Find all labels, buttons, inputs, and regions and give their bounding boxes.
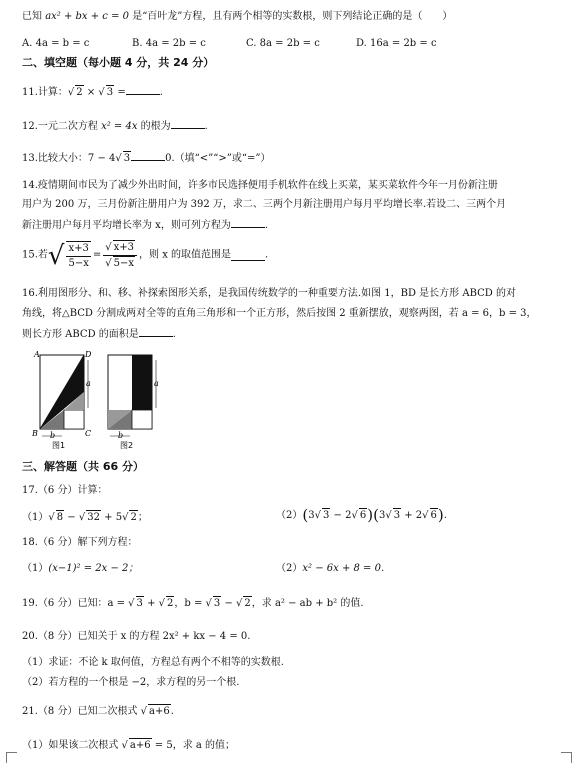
q20-part-2: （2）若方程的一个根是 −2，求方程的另一个根. (22, 677, 240, 688)
section2-title: 二、填空题（每小题 4 分，共 24 分） (22, 56, 215, 69)
q14-line-3: 新注册用户每月平均增长率为 x，则可列方程为 . (22, 217, 268, 232)
corner-mark-left (6, 752, 17, 763)
q10-option-a: A. 4a = b = c (22, 38, 90, 49)
q11: 11.计算：√ 2 × √ 3 = . (22, 84, 163, 99)
q11-answer-blank (126, 84, 160, 95)
q20-title: 20.（8 分）已知关于 x 的方程 2x² + kx − 4 = 0. (22, 631, 251, 642)
q14-line-2: 用户为 200 万，三月份新注册用户为 392 万，求二、三两个月新注册用户每月平均增长率.若设二、三两个月 (22, 199, 507, 210)
q13-answer-blank (131, 150, 165, 161)
q10-stem: 已知 ax² + bx + c = 0 是“百叶龙”方程，且有两个相等的实数根，则下列结论正确的是（ ） (22, 11, 453, 22)
q10-option-d: D. 16a = 2b = c (356, 38, 437, 49)
q14-line-1: 14.疫情期间市民为了减少外出时间，许多市民选择便用手机软件在线上买菜，某买菜软件今年一月份新注册 (22, 180, 498, 191)
fig1-label-c-vertex: C (85, 429, 92, 438)
q19: 19.（6 分）已知：a = √ 3 + √ 2，b = √ 3 − √ 2，求 a² − ab + b² 的值. (22, 596, 364, 610)
q21-title: 21.（8 分）已知二次根式 √ a+6. (22, 704, 174, 718)
q18-title: 18.（6 分）解下列方程： (22, 537, 138, 548)
q16-line-3: 则长方形 ABCD 的面积是 . (22, 326, 176, 341)
q20-part-1: （1）求证：不论 k 取何值，方程总有两个不相等的实数根. (22, 657, 284, 668)
q17-part-2: （2）(3√ 3 − 2√ 6)(3√ 3 + 2√ 6). (276, 508, 447, 522)
q16-answer-blank (139, 326, 173, 337)
q10-option-c: C. 8a = 2b = c (246, 38, 320, 49)
figure-2 (108, 355, 159, 450)
q17-part-1: （1）√ 8 − √ 32 + 5√ 2； (22, 510, 148, 524)
corner-mark-right (561, 752, 572, 763)
figure-1 (31, 350, 92, 450)
fig2-label-a-side: a (154, 379, 159, 388)
q17-title: 17.（6 分）计算： (22, 485, 108, 496)
q12-answer-blank (171, 118, 205, 129)
q21-part-1: （1）如果该二次根式 √ a+6 = 5，求 a 的值； (22, 738, 235, 752)
q18-part-1: （1）(x−1)² = 2x − 2； (22, 563, 139, 574)
q16-line-1: 16.利用图形分、和、移、补探索图形关系，是我国传统数学的一种重要方法.如图 1，BD 是长方形 ABCD 的对 (22, 288, 516, 299)
fig1-label-d-vertex: D (85, 350, 92, 359)
q15: 15.若√ $\frac{x+3}{5-x}$ = √ x+3 √ 5−x ，则 x 的取值范围是 . (22, 240, 268, 271)
fig1-label-b-side: b (50, 431, 56, 440)
fig1-label-a-vertex: A (34, 350, 40, 359)
q16-line-2: 角线，将△BCD 分割成两对全等的直角三角形和一个正方形，然后按图 2 重新摆放，观察两图，若 a = 6，b = 3， (22, 308, 537, 319)
q14-answer-blank (231, 217, 265, 228)
q18-part-2: （2）x² − 6x + 8 = 0. (276, 563, 385, 574)
fig1-label-a-side: a (86, 379, 91, 388)
fig1-label-b-vertex: B (32, 429, 38, 438)
section3-title: 三、解答题（共 66 分） (22, 460, 144, 473)
q12: 12.一元二次方程 x² = 4x 的根为 . (22, 118, 208, 133)
q16-figures (28, 348, 168, 454)
fig1-caption: 图1 (52, 441, 66, 450)
q13: 13.比较大小：7 − 4√ 3 0.（填“<”“>”或“=”） (22, 150, 270, 165)
fig2-caption: 图2 (120, 441, 134, 450)
fig2-label-b-side: b (118, 431, 124, 440)
q10-option-b: B. 4a = 2b = c (132, 38, 206, 49)
q15-answer-blank (231, 250, 265, 261)
